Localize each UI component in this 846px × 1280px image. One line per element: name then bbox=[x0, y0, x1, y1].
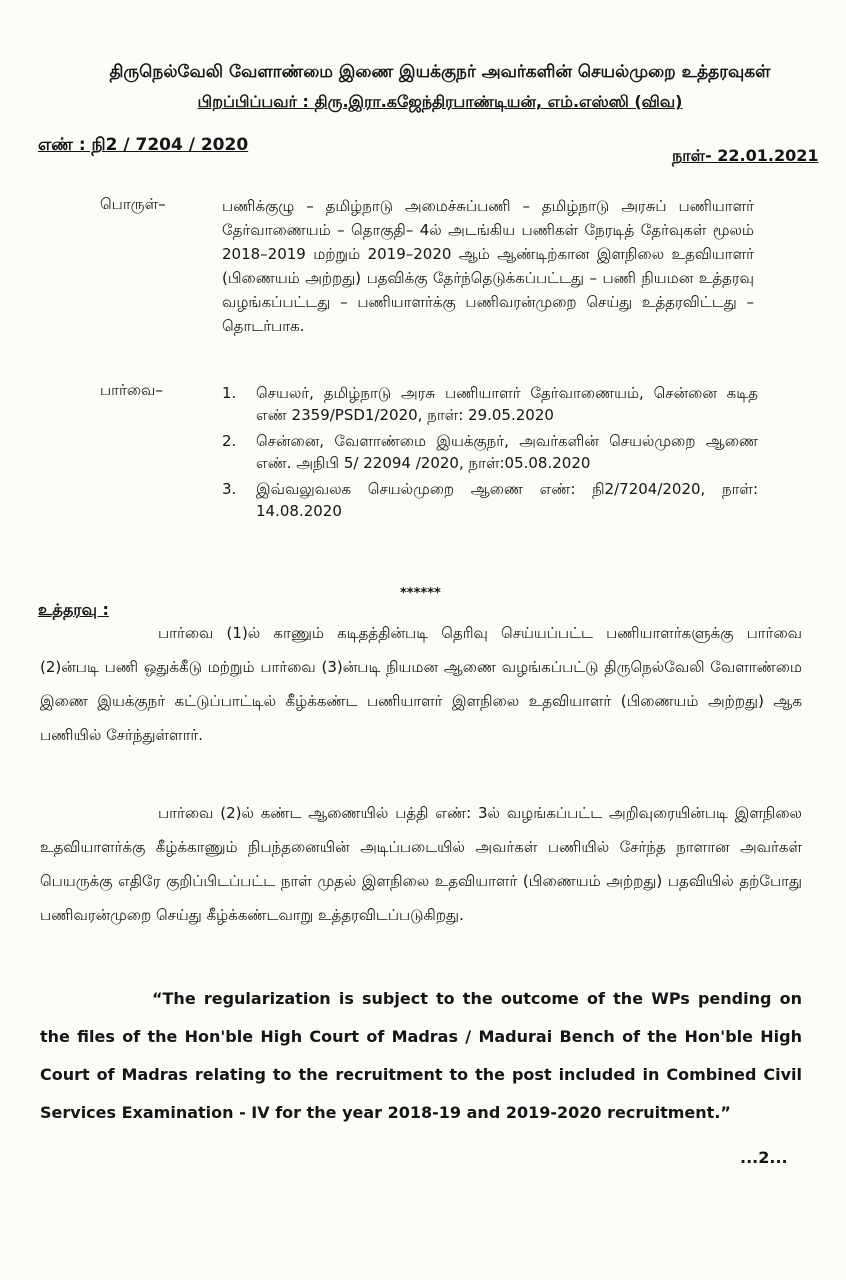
order-paragraph-1: பார்வை (1)ல் காணும் கடிதத்தின்படி தெரிவு செய்யப்பட்ட பணியாளர்களுக்கு பார்வை (2)ன்படி பணி ஒதுக்கீடு மற்றும் பார்வை (3)ன்படி நியமன ஆணை வழங்கப்பட்டு திருநெல்வேலி வேளாண்மை இணை இயக்குநர் கட்டுப்பாட்டில் கீழ்க்கண்ட பணியாளர் இளநிலை உதவியாளர் (பிணையம் அற்றது) ஆக பணியில் சேர்ந்துள்ளார். bbox=[40, 624, 802, 744]
issuer-line bbox=[40, 92, 840, 113]
order-paragraph-2: பார்வை (2)ல் கண்ட ஆணையில் பத்தி எண்: 3ல் வழங்கப்பட்ட அறிவுரையின்படி இளநிலை உதவியாளர்க்கு கீழ்க்காணும் நிபந்தனையின் அடிப்படையில் அவர்கள் பணியில் சேர்ந்த நாளான அவர்கள் பெயருக்கு எதிரே குறிப்பிடப்பட்ட நாள் முதல் இளநிலை உதவியாளர் (பிணையம் அற்றது) பதவியில் தற்போது பணிவரன்முறை செய்து கீழ்க்கண்டவாறு உத்தரவிடப்படுகிறது. bbox=[40, 804, 802, 924]
subject-text: பணிக்குழு – தமிழ்நாடு அமைச்சுப்பணி – தமிழ்நாடு அரசுப் பணியாளர் தேர்வாணையம் – தொகுதி– 4ல் அடங்கிய பணிகள் நேரடித் தேர்வுகள் மூலம் 2018–2019 மற்றும் 2019–2020 ஆம் ஆண்டிற்கான இளநிலை உதவியாளர் (பிணையம் அற்றது) பதவிக்கு தேர்ந்தெடுக்கப்பட்டது – பணி நியமன உத்தரவு வழங்கப்பட்டது – பணியாளர்க்கு பணிவரன்முறை செய்து உத்தரவிட்டது – தொடர்பாக. bbox=[222, 197, 754, 335]
issuer-prefix: பிறப்பிப்பவர் : bbox=[197, 92, 315, 111]
order-label: உத்தரவு : bbox=[38, 600, 109, 619]
document-date: நாள்- 22.01.2021 bbox=[672, 146, 819, 165]
reference-item bbox=[222, 430, 758, 474]
references-list bbox=[222, 382, 758, 526]
document-title: திருநெல்வேலி வேளாண்மை இணை இயக்குநர் அவர்களின் செயல்முறை உத்தரவுகள் bbox=[109, 62, 771, 82]
reference-text-2: சென்னை, வேளாண்மை இயக்குநர், அவர்களின் செயல்முறை ஆணை எண். அநிபி 5/ 22094 /2020, நாள்:05.08.2020 bbox=[256, 432, 758, 472]
reference-text-1: செயலர், தமிழ்நாடு அரசு பணியாளர் தேர்வாணையம், சென்னை கடித எண் 2359/PSD1/2020, நாள்: 29.05.2020 bbox=[256, 384, 758, 424]
references-label: பார்வை– bbox=[100, 381, 163, 399]
section-separator: ****** bbox=[400, 586, 441, 601]
reference-number: எண் : நி2 / 7204 / 2020 bbox=[38, 135, 249, 155]
issuer-name: திரு.இரா.கஜேந்திரபாண்டியன், எம்.எஸ்ஸி (விவ) bbox=[314, 92, 683, 111]
reference-number-3: 3. bbox=[222, 480, 237, 498]
reference-text-3: இவ்வலுவலக செயல்முறை ஆணை எண்: நி2/7204/2020, நாள்: 14.08.2020 bbox=[256, 480, 758, 520]
reference-number-1: 1. bbox=[222, 384, 237, 402]
page-continuation: ...2... bbox=[740, 1148, 788, 1167]
reference-item bbox=[222, 478, 758, 522]
reference-item bbox=[222, 382, 758, 426]
regularization-quote: “The regularization is subject to the outcome of the WPs pending on the files of the Hon'ble High Court of Madras / Madurai Bench of the Hon'ble High Court of Madras relating to the recruitment to the post included in Combined Civil Services Examination - IV for the year 2018-19 and 2019-2020 recruitment.” bbox=[40, 989, 802, 1122]
reference-number-2: 2. bbox=[222, 432, 237, 450]
subject-label: பொருள்– bbox=[100, 195, 166, 213]
